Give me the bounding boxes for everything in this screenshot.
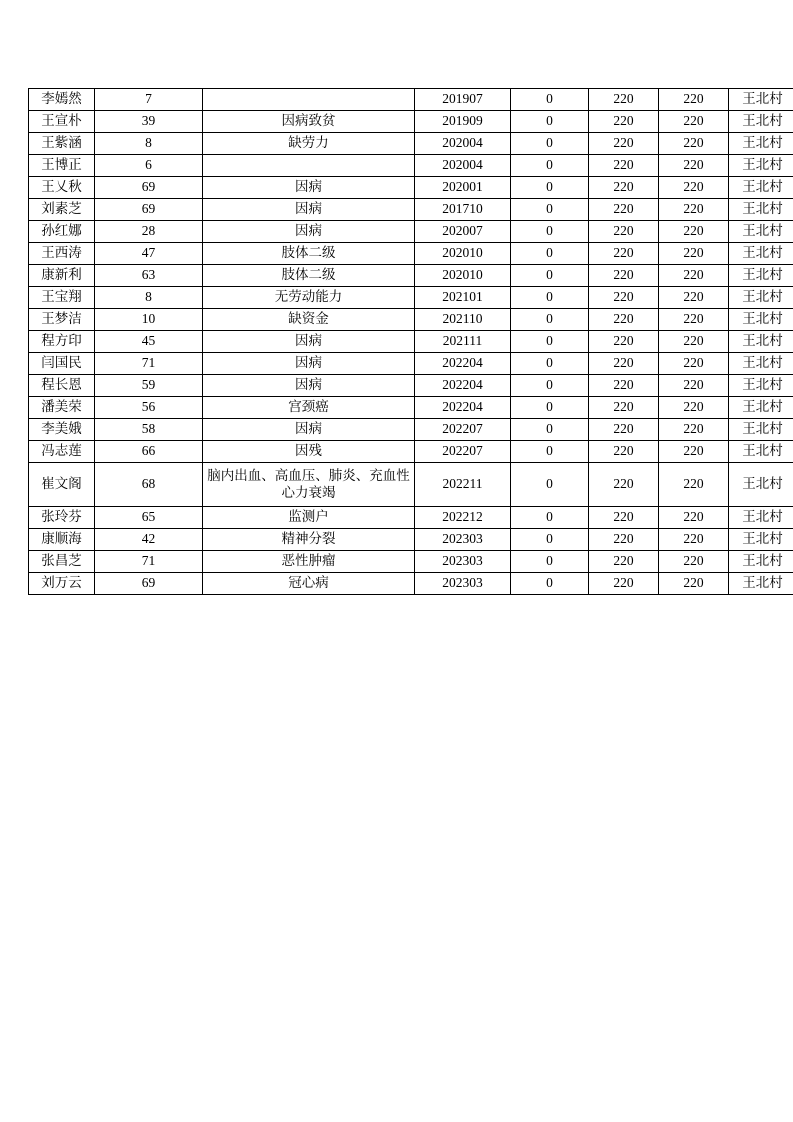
cell-amount1: 220 (589, 199, 659, 221)
cell-village: 王北村 (729, 353, 793, 375)
cell-date: 202004 (415, 155, 511, 177)
cell-name: 王博正 (29, 155, 95, 177)
cell-reason: 因病 (203, 199, 415, 221)
cell-reason: 无劳动能力 (203, 287, 415, 309)
cell-reason: 因病 (203, 221, 415, 243)
cell-age: 10 (95, 309, 203, 331)
cell-age: 56 (95, 397, 203, 419)
cell-age: 47 (95, 243, 203, 265)
cell-village: 王北村 (729, 331, 793, 353)
cell-zero: 0 (511, 331, 589, 353)
cell-age: 69 (95, 177, 203, 199)
cell-amount1: 220 (589, 111, 659, 133)
cell-age: 28 (95, 221, 203, 243)
cell-zero: 0 (511, 199, 589, 221)
table-row (29, 155, 793, 177)
cell-age: 8 (95, 287, 203, 309)
cell-amount1: 220 (589, 331, 659, 353)
cell-date: 201909 (415, 111, 511, 133)
cell-reason: 恶性肿瘤 (203, 551, 415, 573)
cell-village: 王北村 (729, 89, 793, 111)
cell-amount2: 220 (659, 243, 729, 265)
cell-date: 201907 (415, 89, 511, 111)
cell-name: 程方印 (29, 331, 95, 353)
table-row (29, 331, 793, 353)
cell-amount1: 220 (589, 287, 659, 309)
cell-age: 68 (95, 463, 203, 507)
cell-amount1: 220 (589, 133, 659, 155)
cell-amount1: 220 (589, 309, 659, 331)
cell-reason (203, 89, 415, 111)
cell-amount1: 220 (589, 463, 659, 507)
cell-reason: 肢体二级 (203, 265, 415, 287)
cell-zero: 0 (511, 573, 589, 595)
table-row (29, 419, 793, 441)
cell-village: 王北村 (729, 529, 793, 551)
cell-name: 冯志莲 (29, 441, 95, 463)
cell-village: 王北村 (729, 265, 793, 287)
cell-date: 202303 (415, 551, 511, 573)
cell-amount1: 220 (589, 265, 659, 287)
cell-amount2: 220 (659, 331, 729, 353)
cell-name: 张昌芝 (29, 551, 95, 573)
cell-amount1: 220 (589, 375, 659, 397)
cell-village: 王北村 (729, 111, 793, 133)
cell-amount2: 220 (659, 463, 729, 507)
cell-age: 59 (95, 375, 203, 397)
cell-reason: 因残 (203, 441, 415, 463)
cell-name: 康顺海 (29, 529, 95, 551)
cell-reason: 因病 (203, 177, 415, 199)
cell-amount2: 220 (659, 155, 729, 177)
cell-amount2: 220 (659, 551, 729, 573)
cell-village: 王北村 (729, 287, 793, 309)
cell-name: 刘素芝 (29, 199, 95, 221)
cell-date: 202010 (415, 265, 511, 287)
assistance-table (28, 88, 793, 595)
cell-name: 刘万云 (29, 573, 95, 595)
table-row (29, 265, 793, 287)
table-row (29, 111, 793, 133)
cell-amount1: 220 (589, 177, 659, 199)
cell-date: 202212 (415, 507, 511, 529)
table-row (29, 89, 793, 111)
cell-age: 71 (95, 353, 203, 375)
cell-village: 王北村 (729, 199, 793, 221)
cell-age: 63 (95, 265, 203, 287)
cell-amount1: 220 (589, 397, 659, 419)
cell-village: 王北村 (729, 397, 793, 419)
cell-name: 王乂秋 (29, 177, 95, 199)
cell-amount1: 220 (589, 221, 659, 243)
cell-village: 王北村 (729, 551, 793, 573)
cell-amount2: 220 (659, 529, 729, 551)
assistance-table-container (28, 88, 783, 595)
cell-village: 王北村 (729, 419, 793, 441)
cell-name: 孙红娜 (29, 221, 95, 243)
cell-date: 202001 (415, 177, 511, 199)
cell-village: 王北村 (729, 243, 793, 265)
table-row (29, 133, 793, 155)
cell-date: 202010 (415, 243, 511, 265)
cell-village: 王北村 (729, 375, 793, 397)
cell-amount2: 220 (659, 441, 729, 463)
cell-village: 王北村 (729, 463, 793, 507)
cell-date: 202004 (415, 133, 511, 155)
cell-date: 202111 (415, 331, 511, 353)
cell-reason: 因病致贫 (203, 111, 415, 133)
cell-amount2: 220 (659, 419, 729, 441)
cell-date: 202207 (415, 441, 511, 463)
table-row (29, 353, 793, 375)
cell-reason (203, 155, 415, 177)
cell-zero: 0 (511, 397, 589, 419)
cell-name: 潘美荣 (29, 397, 95, 419)
cell-age: 42 (95, 529, 203, 551)
cell-age: 7 (95, 89, 203, 111)
cell-village: 王北村 (729, 507, 793, 529)
cell-zero: 0 (511, 177, 589, 199)
cell-amount1: 220 (589, 155, 659, 177)
cell-age: 45 (95, 331, 203, 353)
cell-zero: 0 (511, 89, 589, 111)
table-row (29, 507, 793, 529)
cell-reason: 因病 (203, 419, 415, 441)
cell-zero: 0 (511, 309, 589, 331)
cell-village: 王北村 (729, 441, 793, 463)
cell-name: 李美娥 (29, 419, 95, 441)
cell-reason: 精神分裂 (203, 529, 415, 551)
cell-zero: 0 (511, 155, 589, 177)
cell-amount2: 220 (659, 177, 729, 199)
cell-zero: 0 (511, 353, 589, 375)
cell-zero: 0 (511, 441, 589, 463)
cell-village: 王北村 (729, 177, 793, 199)
table-row (29, 551, 793, 573)
cell-village: 王北村 (729, 573, 793, 595)
cell-age: 39 (95, 111, 203, 133)
cell-age: 69 (95, 199, 203, 221)
cell-date: 202204 (415, 375, 511, 397)
table-row (29, 287, 793, 309)
table-row (29, 397, 793, 419)
cell-zero: 0 (511, 243, 589, 265)
cell-zero: 0 (511, 287, 589, 309)
cell-amount1: 220 (589, 529, 659, 551)
cell-name: 王紫涵 (29, 133, 95, 155)
cell-amount2: 220 (659, 507, 729, 529)
cell-amount2: 220 (659, 573, 729, 595)
cell-amount2: 220 (659, 199, 729, 221)
cell-zero: 0 (511, 265, 589, 287)
cell-age: 6 (95, 155, 203, 177)
table-row (29, 221, 793, 243)
cell-date: 202204 (415, 397, 511, 419)
cell-village: 王北村 (729, 155, 793, 177)
table-body (29, 89, 793, 595)
cell-reason: 缺资金 (203, 309, 415, 331)
cell-name: 王宝翔 (29, 287, 95, 309)
cell-age: 71 (95, 551, 203, 573)
cell-date: 202110 (415, 309, 511, 331)
cell-amount2: 220 (659, 397, 729, 419)
cell-amount1: 220 (589, 507, 659, 529)
table-row (29, 463, 793, 507)
cell-amount2: 220 (659, 287, 729, 309)
cell-zero: 0 (511, 221, 589, 243)
cell-reason: 缺劳力 (203, 133, 415, 155)
cell-reason: 脑内出血、高血压、肺炎、充血性心力衰竭 (203, 463, 415, 507)
cell-amount2: 220 (659, 375, 729, 397)
cell-date: 202207 (415, 419, 511, 441)
cell-name: 崔文阁 (29, 463, 95, 507)
cell-amount1: 220 (589, 353, 659, 375)
cell-zero: 0 (511, 507, 589, 529)
cell-reason: 监测户 (203, 507, 415, 529)
cell-amount2: 220 (659, 309, 729, 331)
cell-village: 王北村 (729, 221, 793, 243)
cell-name: 程长恩 (29, 375, 95, 397)
cell-date: 202007 (415, 221, 511, 243)
table-row (29, 309, 793, 331)
cell-name: 李嫣然 (29, 89, 95, 111)
cell-amount2: 220 (659, 353, 729, 375)
table-row (29, 177, 793, 199)
cell-amount1: 220 (589, 89, 659, 111)
table-row (29, 441, 793, 463)
cell-name: 张玲芬 (29, 507, 95, 529)
table-row (29, 573, 793, 595)
cell-date: 201710 (415, 199, 511, 221)
cell-reason: 肢体二级 (203, 243, 415, 265)
cell-amount1: 220 (589, 573, 659, 595)
cell-reason: 因病 (203, 331, 415, 353)
table-row (29, 243, 793, 265)
cell-zero: 0 (511, 529, 589, 551)
cell-reason: 宫颈癌 (203, 397, 415, 419)
cell-name: 康新利 (29, 265, 95, 287)
cell-amount2: 220 (659, 133, 729, 155)
cell-date: 202303 (415, 573, 511, 595)
cell-age: 69 (95, 573, 203, 595)
cell-village: 王北村 (729, 309, 793, 331)
cell-name: 王梦洁 (29, 309, 95, 331)
cell-reason: 因病 (203, 353, 415, 375)
cell-name: 王宣朴 (29, 111, 95, 133)
cell-date: 202303 (415, 529, 511, 551)
cell-age: 66 (95, 441, 203, 463)
cell-age: 58 (95, 419, 203, 441)
cell-name: 闫国民 (29, 353, 95, 375)
cell-amount2: 220 (659, 265, 729, 287)
cell-amount2: 220 (659, 89, 729, 111)
table-row (29, 529, 793, 551)
cell-date: 202204 (415, 353, 511, 375)
cell-village: 王北村 (729, 133, 793, 155)
cell-zero: 0 (511, 133, 589, 155)
cell-amount1: 220 (589, 551, 659, 573)
cell-date: 202211 (415, 463, 511, 507)
cell-zero: 0 (511, 551, 589, 573)
cell-zero: 0 (511, 463, 589, 507)
table-row (29, 375, 793, 397)
cell-amount1: 220 (589, 441, 659, 463)
cell-zero: 0 (511, 111, 589, 133)
cell-date: 202101 (415, 287, 511, 309)
cell-amount2: 220 (659, 221, 729, 243)
cell-reason: 因病 (203, 375, 415, 397)
cell-age: 8 (95, 133, 203, 155)
cell-amount1: 220 (589, 243, 659, 265)
cell-name: 王西涛 (29, 243, 95, 265)
cell-reason: 冠心病 (203, 573, 415, 595)
cell-zero: 0 (511, 419, 589, 441)
cell-amount1: 220 (589, 419, 659, 441)
cell-amount2: 220 (659, 111, 729, 133)
cell-zero: 0 (511, 375, 589, 397)
cell-age: 65 (95, 507, 203, 529)
table-row (29, 199, 793, 221)
